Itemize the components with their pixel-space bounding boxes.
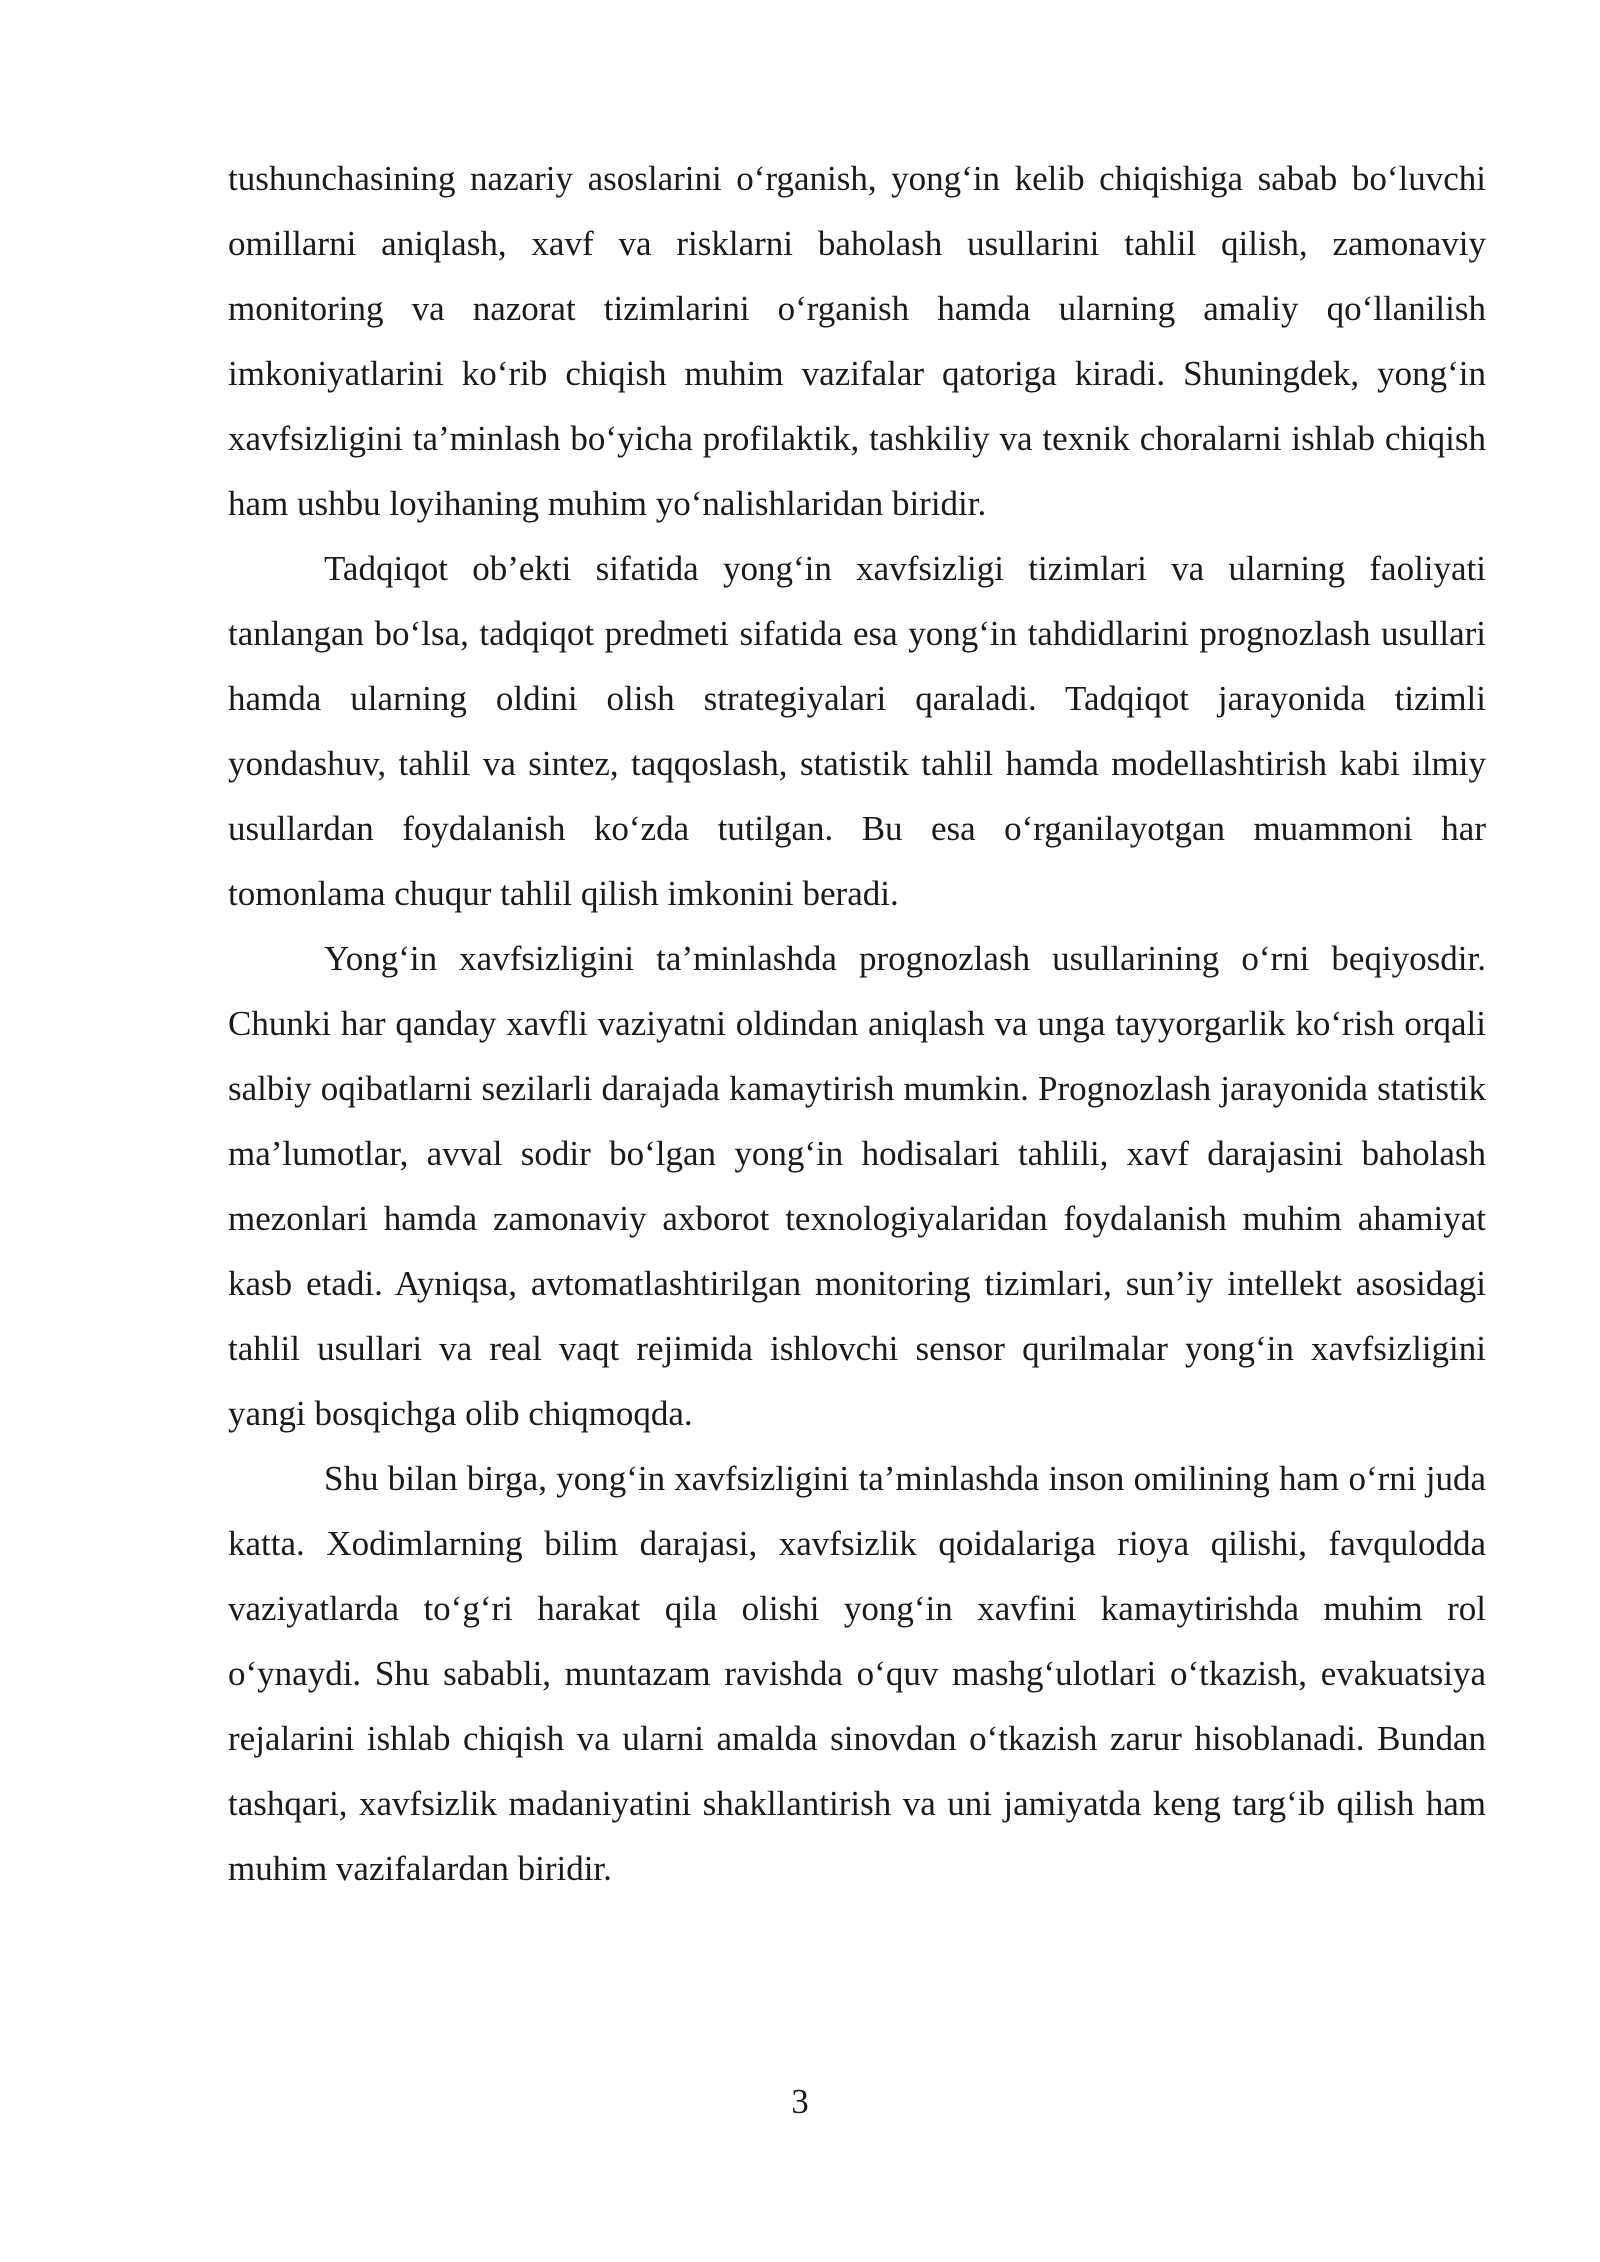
- paragraph: Yong‘in xavfsizligini ta’minlashda prognozlash usullarining o‘rni beqiyosdir. Chunki har qanday xavfli vaziyatni oldindan aniqlash va unga tayyorgarlik ko‘rish orqali salbiy oqibatlarni sezilarli darajada kamaytirish mumkin. Prognozlash jarayonida statistik ma’lumotlar, avval sodir bo‘lgan yong‘in hodisalari tahlili, xavf darajasini baholash mezonlari hamda zamonaviy axborot texnologiyalaridan foydalanish muhim ahamiyat kasb etadi. Ayniqsa, avtomatlashtirilgan monitoring tizimlari, sun’iy intellekt asosidagi tahlil usullari va real vaqt rejimida ishlovchi sensor qurilmalar yong‘in xavfsizligini yangi bosqichga olib chiqmoqda.: [228, 939, 1486, 1433]
- paragraph-continued: tushunchasining nazariy asoslarini o‘rganish, yong‘in kelib chiqishiga sabab bo‘luvchi omillarni aniqlash, xavf va risklarni baholash usullarini tahlil qilish, zamonaviy monitoring va nazorat tizimlarini o‘rganish hamda ularning amaliy qo‘llanilish imkoniyatlarini ko‘rib chiqish muhim vazifalar qatoriga kiradi. Shuningdek, yong‘in xavfsizligini ta’minlash bo‘yicha profilaktik, tashkiliy va texnik choralarni ishlab chiqish ham ushbu loyihaning muhim yo‘nalishlaridan biridir.: [228, 159, 1486, 523]
- body-text: [228, 146, 1486, 1901]
- page-number: 3: [791, 2082, 809, 2121]
- paragraph: Shu bilan birga, yong‘in xavfsizligini ta’minlashda inson omilining ham o‘rni juda katta. Xodimlarning bilim darajasi, xavfsizlik qoidalariga rioya qilishi, favqulodda vaziyatlarda to‘g‘ri harakat qila olishi yong‘in xavfini kamaytirishda muhim rol o‘ynaydi. Shu sababli, muntazam ravishda o‘quv mashg‘ulotlari o‘tkazish, evakuatsiya rejalarini ishlab chiqish va ularni amalda sinovdan o‘tkazish zarur hisoblanadi. Bundan tashqari, xavfsizlik madaniyatini shakllantirish va uni jamiyatda keng targ‘ib qilish ham muhim vazifalardan biridir.: [228, 1459, 1486, 1888]
- paragraph: Tadqiqot ob’ekti sifatida yong‘in xavfsizligi tizimlari va ularning faoliyati tanlangan bo‘lsa, tadqiqot predmeti sifatida esa yong‘in tahdidlarini prognozlash usullari hamda ularning oldini olish strategiyalari qaraladi. Tadqiqot jarayonida tizimli yondashuv, tahlil va sintez, taqqoslash, statistik tahlil hamda modellashtirish kabi ilmiy usullardan foydalanish ko‘zda tutilgan. Bu esa o‘rganilayotgan muammoni har tomonlama chuqur tahlil qilish imkonini beradi.: [228, 549, 1486, 913]
